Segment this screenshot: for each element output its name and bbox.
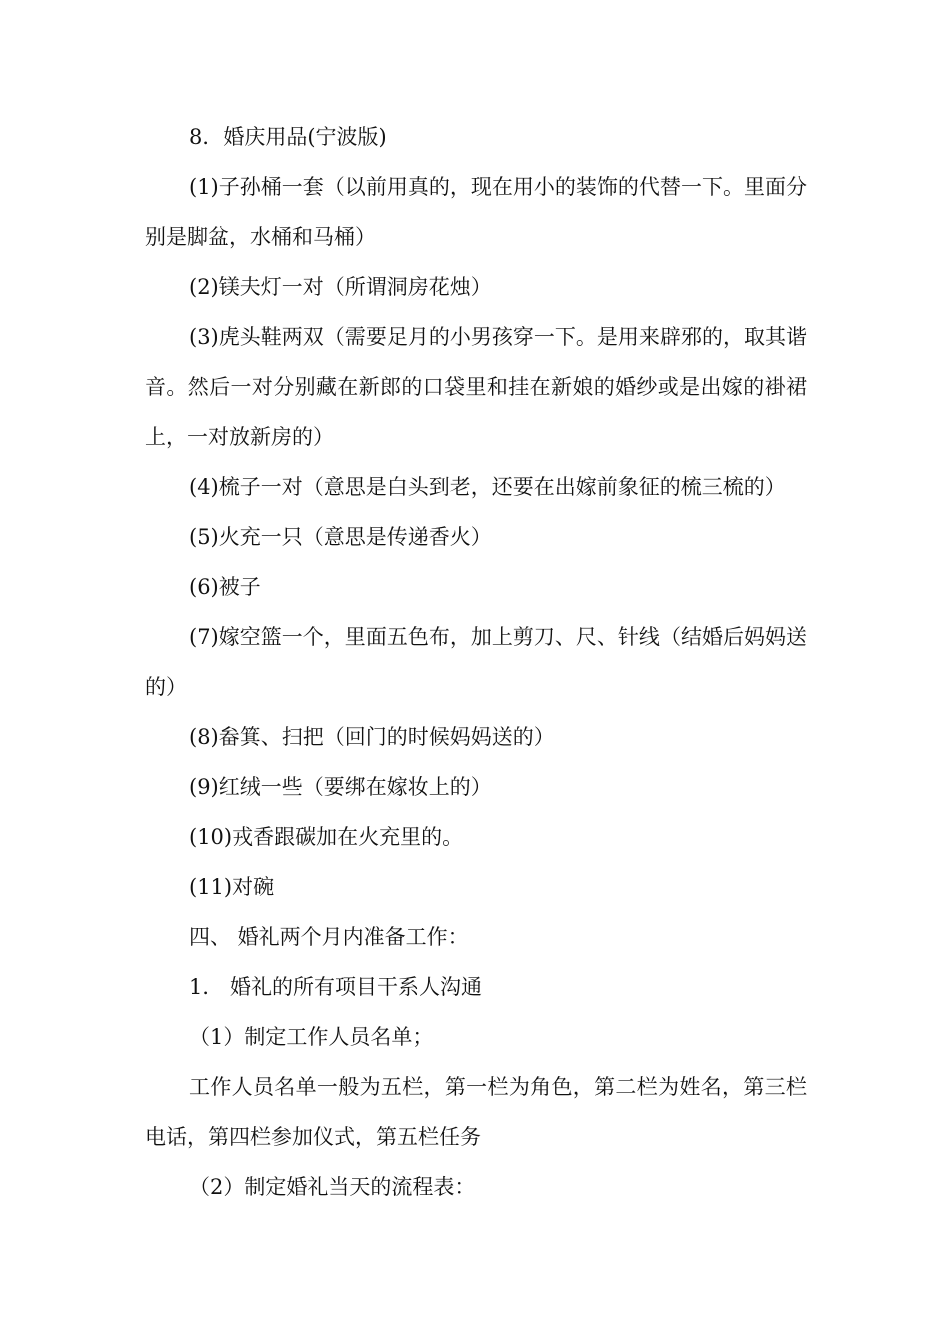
list-item: (3)虎头鞋两双（需要足月的小男孩穿一下。是用来辟邪的，取其谐音。然后一对分别藏在新郎的口袋里和挂在新娘的婚纱或是出嫁的褂裙上，一对放新房的） <box>145 325 807 449</box>
list-item: (7)嫁空篮一个，里面五色布，加上剪刀、尺、针线（结婚后妈妈送的） <box>145 625 807 699</box>
section-heading-wedding-supplies: 8．婚庆用品(宁波版) <box>189 125 387 149</box>
list-item: (10)戎香跟碳加在火充里的。 <box>189 825 464 849</box>
sub-item: （2）制定婚礼当天的流程表： <box>189 1175 476 1199</box>
section-heading-two-months: 四、 婚礼两个月内准备工作： <box>189 925 469 949</box>
list-item: (11)对碗 <box>189 875 275 899</box>
list-item: (1)子孙桶一套（以前用真的，现在用小的装饰的代替一下。里面分别是脚盆，水桶和马桶） <box>145 175 807 249</box>
list-item: (2)镁夫灯一对（所谓洞房花烛） <box>189 275 492 299</box>
document-body <box>145 112 807 1212</box>
list-item: (9)红绒一些（要绑在嫁妆上的） <box>189 775 492 799</box>
body-paragraph: 工作人员名单一般为五栏，第一栏为角色，第二栏为姓名，第三栏电话，第四栏参加仪式，第五栏任务 <box>145 1075 807 1149</box>
list-item: (6)被子 <box>189 575 261 599</box>
list-item: (5)火充一只（意思是传递香火） <box>189 525 492 549</box>
sub-item: （1）制定工作人员名单； <box>189 1025 434 1049</box>
subsection-heading: 1． 婚礼的所有项目干系人沟通 <box>189 975 483 999</box>
list-item: (4)梳子一对（意思是白头到老，还要在出嫁前象征的梳三梳的） <box>189 475 786 499</box>
list-item: (8)畚箕、扫把（回门的时候妈妈送的） <box>189 725 555 749</box>
